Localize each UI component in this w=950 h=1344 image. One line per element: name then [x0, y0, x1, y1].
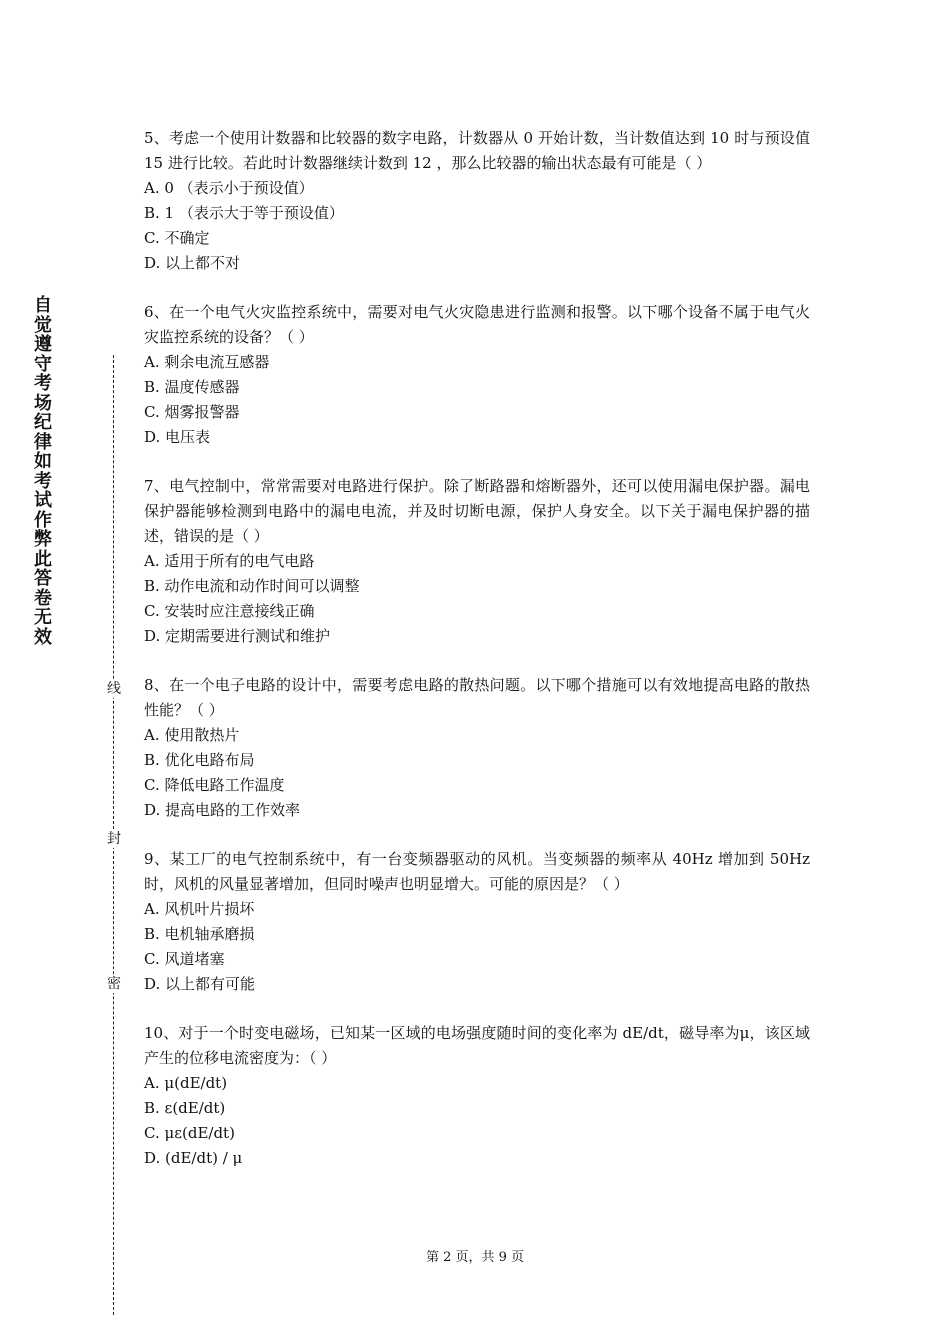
option-a: A. μ(dE/dt): [144, 1074, 228, 1092]
binding-label-mi: 密: [107, 976, 121, 992]
option-d: D. (dE/dt) / μ: [144, 1149, 243, 1167]
option-d: D. 以上都不对: [144, 254, 241, 272]
option-a: A. 使用散热片: [144, 726, 240, 744]
question-6: [144, 300, 810, 450]
question-list: [144, 126, 810, 1195]
binding-label-xian: 线: [107, 681, 121, 697]
option-d: D. 电压表: [144, 428, 211, 446]
option-b: B. 温度传感器: [144, 378, 240, 396]
option-c: C. με(dE/dt): [144, 1124, 235, 1142]
question-9: [144, 847, 810, 997]
option-a: A. 剩余电流互感器: [144, 353, 270, 371]
question-5: [144, 126, 810, 276]
option-d: D. 提高电路的工作效率: [144, 801, 301, 819]
option-a: A. 0 （表示小于预设值）: [144, 179, 314, 197]
page-number: 第 2 页，共 9 页: [425, 1250, 525, 1265]
question-stem: 6、在一个电气火灾监控系统中，需要对电气火灾隐患进行监测和报警。以下哪个设备不属于电气火灾监控系统的设备？（ ）: [144, 303, 810, 346]
option-c: C. 降低电路工作温度: [144, 776, 285, 794]
question-stem: 10、对于一个时变电磁场，已知某一区域的电场强度随时间的变化率为 dE/dt，磁导率为μ，该区域产生的位移电流密度为：（ ）: [144, 1024, 810, 1067]
option-b: B. 电机轴承磨损: [144, 925, 255, 943]
option-b: B. 动作电流和动作时间可以调整: [144, 577, 360, 595]
question-7: [144, 474, 810, 649]
question-stem: 8、在一个电子电路的设计中，需要考虑电路的散热问题。以下哪个措施可以有效地提高电路的散热性能？（ ）: [144, 676, 810, 719]
question-stem: 5、考虑一个使用计数器和比较器的数字电路，计数器从 0 开始计数，当计数值达到 10 时与预设值 15 进行比较。若此时计数器继续计数到 12 ，那么比较器的输出状态最有可能是（ ）: [144, 129, 810, 172]
option-b: B. 1 （表示大于等于预设值）: [144, 204, 344, 222]
option-c: C. 风道堵塞: [144, 950, 225, 968]
option-c: C. 烟雾报警器: [144, 403, 240, 421]
binding-label-feng: 封: [107, 831, 121, 847]
option-d: D. 以上都有可能: [144, 975, 256, 993]
exam-discipline-warning: 自觉遵守考场纪律如考试作弊此答卷无效: [34, 295, 52, 648]
question-10: [144, 1021, 810, 1171]
question-stem: 7、电气控制中，常常需要对电路进行保护。除了断路器和熔断器外，还可以使用漏电保护器。漏电保护器能够检测到电路中的漏电电流，并及时切断电源，保护人身安全。以下关于漏电保护器的描述，错误的是（ ）: [144, 477, 810, 545]
option-a: A. 适用于所有的电气电路: [144, 552, 315, 570]
question-stem: 9、某工厂的电气控制系统中，有一台变频器驱动的风机。当变频器的频率从 40Hz 增加到 50Hz 时，风机的风量显著增加，但同时噪声也明显增大。可能的原因是？（ ）: [144, 850, 810, 893]
option-b: B. 优化电路布局: [144, 751, 255, 769]
option-a: A. 风机叶片损坏: [144, 900, 255, 918]
question-8: [144, 673, 810, 823]
option-c: C. 安装时应注意接线正确: [144, 602, 315, 620]
option-d: D. 定期需要进行测试和维护: [144, 627, 331, 645]
option-c: C. 不确定: [144, 229, 210, 247]
option-b: B. ε(dE/dt): [144, 1099, 226, 1117]
